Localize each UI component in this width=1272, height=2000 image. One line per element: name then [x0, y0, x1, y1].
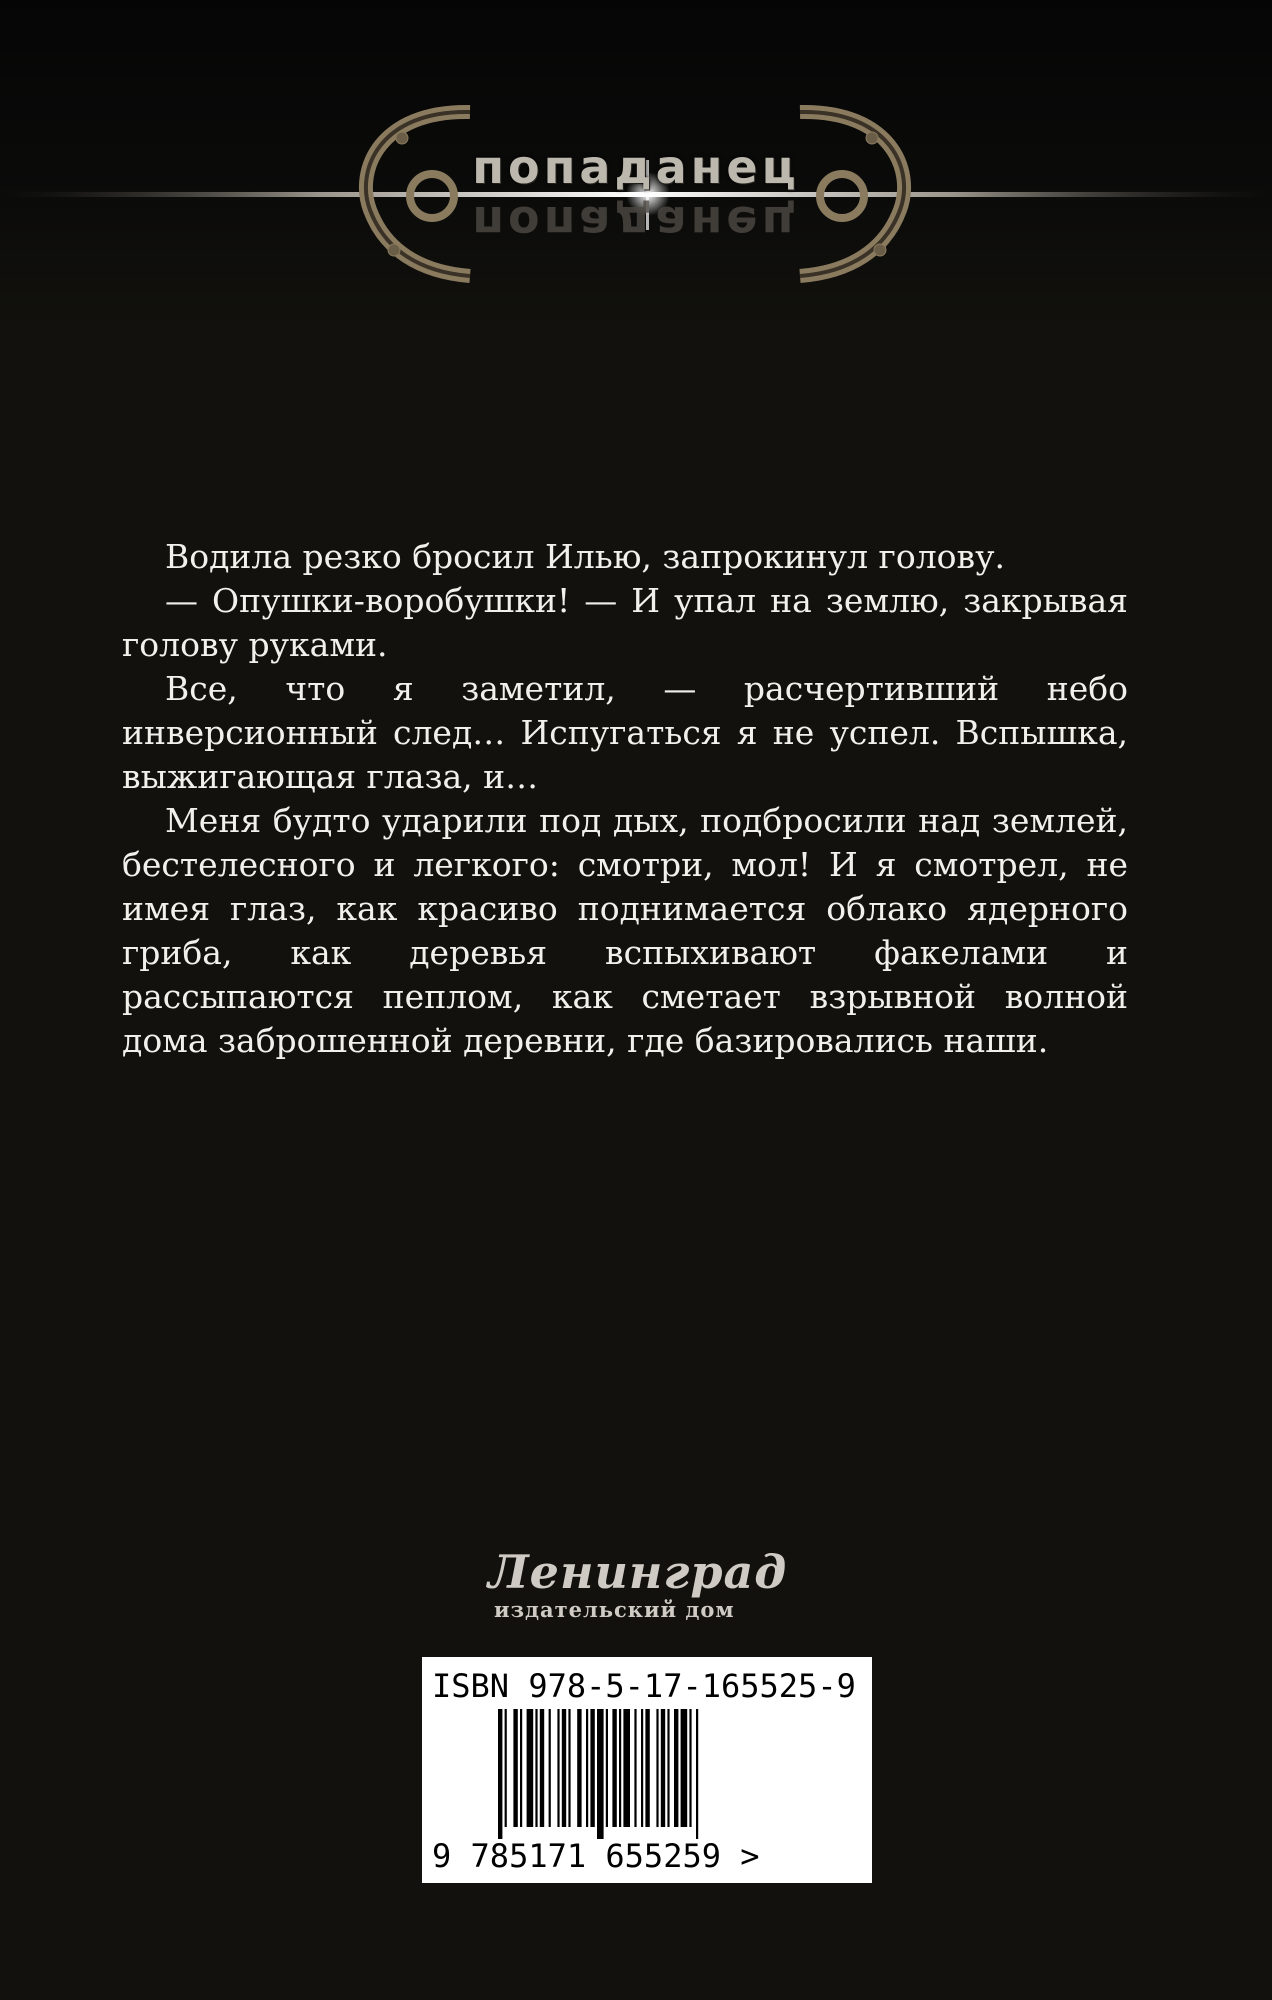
barcode-bar	[661, 1709, 665, 1827]
series-title: попаданец	[472, 140, 800, 194]
blurb-paragraph: Все, что я заметил, — расчертивший небо инверсионный след… Испугаться я не успел. Вспышка, выжигающая глаза, и…	[122, 669, 1128, 796]
barcode-bar	[634, 1709, 636, 1827]
barcode-bar	[656, 1709, 658, 1827]
publisher-logo	[480, 1545, 800, 1625]
barcode-bar	[641, 1709, 643, 1827]
blurb-paragraph: Меня будто ударили под дых, подбросили над землей, бестелесного и легкого: смотри, мол! И я смотрел, не имея глаз, как красиво поднимается облако ядерного гриба, как деревья вспыхивают факелами и рассыпаются пеплом, как сметает взрывной волной дома заброшенной деревни, где базировались наши.	[122, 801, 1128, 1060]
barcode-bar	[505, 1709, 507, 1827]
barcode-bar	[568, 1709, 570, 1827]
barcode-bars	[498, 1709, 798, 1839]
barcode-bar	[696, 1709, 698, 1839]
barcode-bar	[498, 1709, 502, 1839]
barcode-bar	[540, 1709, 544, 1827]
barcode-bar	[557, 1709, 559, 1827]
barcode-bar	[590, 1709, 594, 1827]
barcode-bar	[674, 1709, 678, 1827]
barcode-bar	[597, 1709, 604, 1839]
blurb-paragraph: — Опушки-воробушки! — И упал на землю, закрывая голову руками.	[122, 581, 1128, 664]
barcode-bar	[520, 1709, 522, 1827]
publisher-subtitle: издательский дом	[494, 1597, 735, 1622]
barcode-bar	[586, 1709, 588, 1827]
barcode-bar	[577, 1709, 581, 1827]
barcode-bar	[619, 1709, 621, 1827]
barcode-bar	[606, 1709, 608, 1827]
barcode-bar	[513, 1709, 517, 1827]
barcode-bar	[645, 1709, 649, 1827]
barcode-bar	[612, 1709, 616, 1827]
barcode-bar	[562, 1709, 566, 1827]
isbn-number: ISBN 978-5-17-165525-9	[432, 1667, 856, 1705]
series-title-reflection: попаданец	[472, 196, 800, 250]
barcode-bar	[623, 1709, 630, 1827]
publisher-name: Ленинград	[488, 1545, 788, 1599]
barcode-bar	[527, 1709, 534, 1827]
barcode-bar	[689, 1709, 691, 1827]
isbn-barcode	[422, 1657, 872, 1883]
blurb-paragraph: Водила резко бросил Илью, запрокинул голову.	[165, 537, 1006, 576]
barcode-bar	[681, 1709, 688, 1827]
barcode-bar	[535, 1709, 537, 1827]
barcode-bar	[549, 1709, 551, 1827]
back-cover-blurb	[122, 535, 1128, 1063]
barcode-bar	[667, 1709, 669, 1827]
ean-digits: 9 785171 655259 >	[432, 1837, 760, 1875]
